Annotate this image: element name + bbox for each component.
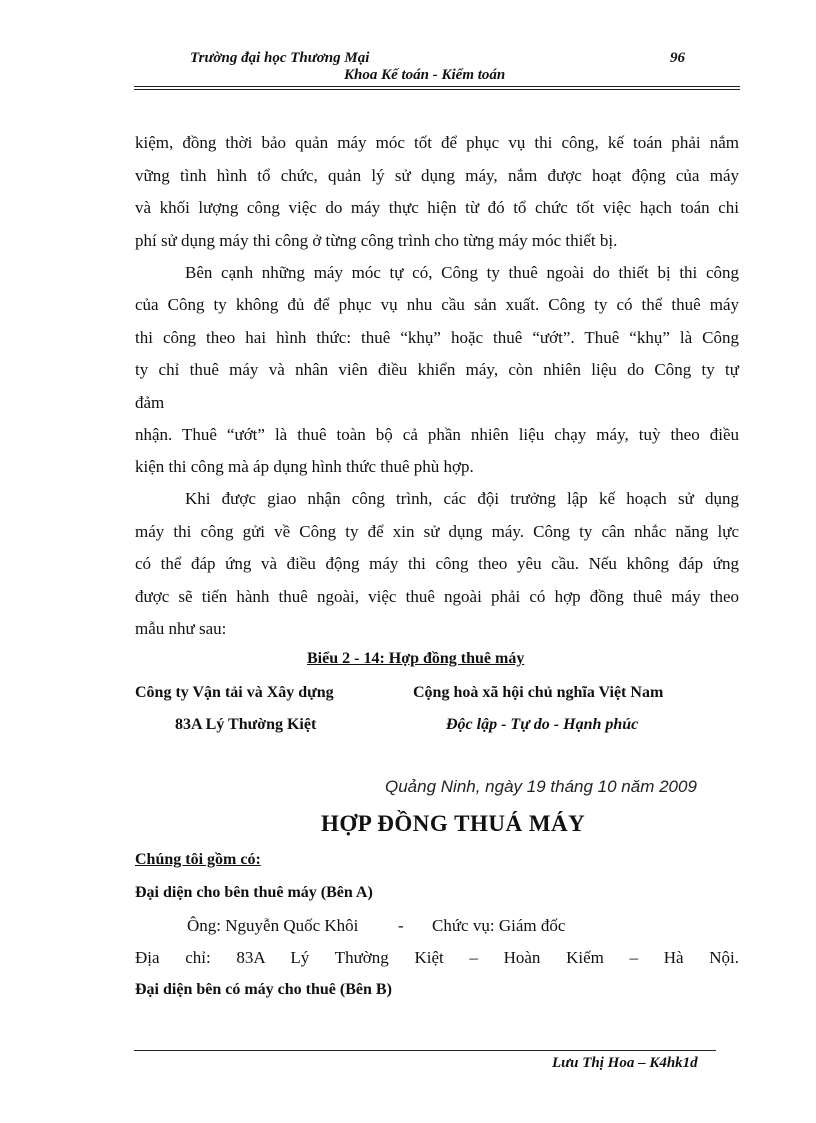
paragraph-line: đảm [135,393,165,412]
paragraph-line: của Công ty không đủ để phục vụ nhu cầu sản xuất. Công ty có thể thuê máy [135,295,739,314]
motto: Độc lập - Tự do - Hạnh phúc [446,716,639,733]
header-department: Khoa Kế toán - Kiểm toán [344,67,506,83]
paragraph-line: thi công theo hai hình thức: thuê “khụ” hoặc thuê “ướt”. Thuê “khụ” là Công [135,328,739,347]
contract-title: HỢP ĐỒNG THUÁ MÁY [321,811,586,836]
paragraph-line: kiệm, đồng thời bảo quản máy móc tốt để phục vụ thi công, kế toán phải nắm [135,133,739,152]
paragraph-line: Khi được giao nhận công trình, các đội trưởng lập kế hoạch sử dụng [185,489,739,508]
parties-label: Chúng tôi gồm có: [135,851,261,868]
figure-caption: Biểu 2 - 14: Hợp đồng thuê máy [307,650,525,667]
party-a-address: Địa chỉ: 83A Lý Thường Kiệt – Hoàn Kiếm – Hà Nội. [135,948,739,967]
party-a-label: Đại diện cho bên thuê máy (Bên A) [135,884,373,901]
paragraph-line: mẫu như sau: [135,619,227,638]
party-a-rep: Ông: Nguyễn Quốc Khôi [187,916,359,935]
paragraph-line: máy thi công gửi về Công ty để xin sử dụng máy. Công ty cân nhắc năng lực [135,522,739,541]
company-name: Công ty Vận tải và Xây dựng [135,684,334,701]
footer-author: Lưu Thị Hoa – K4hk1d [552,1055,698,1071]
party-a-position: Chức vụ: Giám đốc [432,916,566,935]
paragraph-line: kiện thi công mà áp dụng hình thức thuê phù hợp. [135,457,474,476]
paragraph-line: ty chỉ thuê máy và nhân viên điều khiển máy, còn nhiên liệu do Công ty tự [135,360,739,379]
header-school: Trường đại học Thương Mại [190,50,370,66]
header-rule-top [134,86,740,87]
date-line: Quảng Ninh, ngày 19 tháng 10 năm 2009 [385,777,697,796]
paragraph-line: phí sử dụng máy thi công ở từng công trình cho từng máy móc thiết bị. [135,231,618,250]
paragraph-line: vững tình hình tổ chức, quản lý sử dụng máy, nắm được hoạt động của máy [135,166,739,185]
company-address: 83A Lý Thường Kiệt [175,716,317,733]
party-b-label: Đại diện bên có máy cho thuê (Bên B) [135,981,392,998]
paragraph-line: Bên cạnh những máy móc tự có, Công ty thuê ngoài do thiết bị thi công [185,263,739,282]
paragraph-line: có thể đáp ứng và điều động máy thi công theo yêu cầu. Nếu không đáp ứng [135,554,739,573]
paragraph-line: được sẽ tiến hành thuê ngoài, việc thuê ngoài phải có hợp đồng thuê máy theo [135,587,739,606]
nation-name: Cộng hoà xã hội chủ nghĩa Việt Nam [413,684,664,701]
page-number: 96 [670,50,685,66]
header-rule-bottom [134,89,740,90]
paragraph-line: nhận. Thuê “ướt” là thuê toàn bộ cả phần nhiên liệu chạy máy, tuỳ theo điều [135,425,739,444]
party-a-separator: - [398,916,404,935]
paragraph-line: và khối lượng công việc do máy thực hiện từ đó tổ chức tốt việc hạch toán chi [135,198,739,217]
footer-rule [134,1050,716,1051]
